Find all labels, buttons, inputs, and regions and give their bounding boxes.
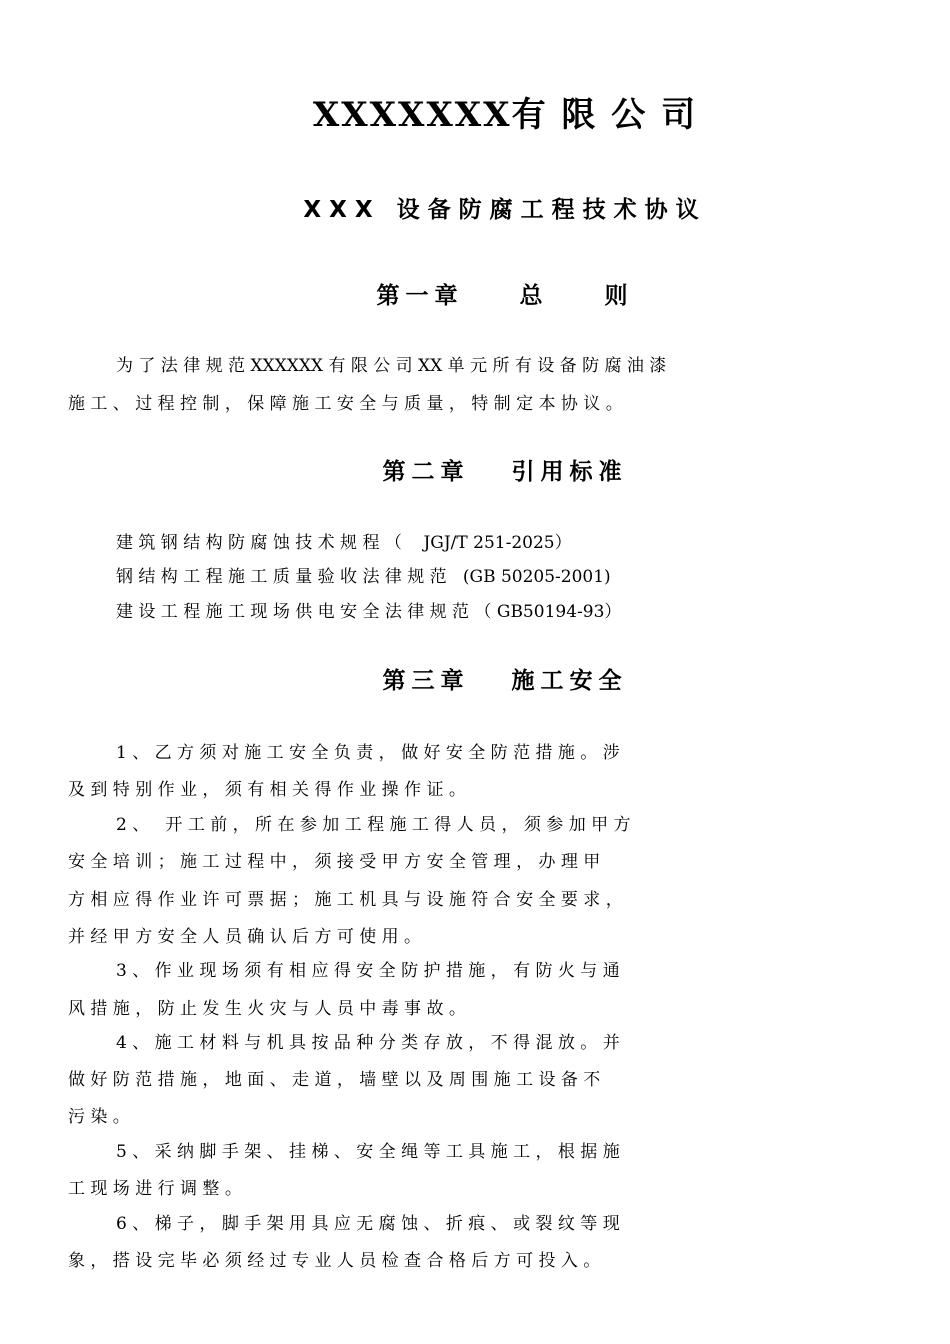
document-title: XXX 设备防腐工程技术协议 (303, 197, 707, 223)
paragraph-line: 为 了 法 律 规 范 XXXXXX 有 限 公 司 XX 单 元 所 有 设 备 防 腐 油 漆 (116, 356, 667, 376)
paragraph-line: 污 染 。 (68, 1107, 130, 1127)
paragraph-line: 1 、 乙 方 须 对 施 工 安 全 负 责 ， 做 好 安 全 防 范 措 施 。 涉 (116, 743, 620, 763)
paragraph-line: 工 现 场 进 行 调 整 。 (68, 1179, 242, 1199)
paragraph-line: 施 工 、 过 程 控 制 ， 保 障 施 工 安 全 与 质 量 ， 特 制 定 本 协 议 。 (68, 394, 623, 414)
chapter-1-heading: 第一章 总 则 (376, 283, 634, 309)
paragraph-line: 4 、 施 工 材 料 与 机 具 按 品 种 分 类 存 放 ， 不 得 混 放 。 并 (116, 1033, 620, 1053)
paragraph-line: 6 、 梯 子 ， 脚 手 架 用 具 应 无 腐 蚀 、 折 痕 、 或 裂 纹 等 现 (116, 1214, 620, 1234)
paragraph-line: 2 、 开 工 前 ， 所 在 参 加 工 程 施 工 得 人 员 ， 须 参 加 甲 方 (116, 815, 631, 835)
paragraph-line: 象 ， 搭 设 完 毕 必 须 经 过 专 业 人 员 检 查 合 格 后 方 可 投 入 。 (68, 1251, 601, 1271)
paragraph-line: 3 、 作 业 现 场 须 有 相 应 得 安 全 防 护 措 施 ， 有 防 火 与 通 (116, 961, 620, 981)
company-name: XXXXXXX有 限 公 司 (312, 95, 698, 135)
paragraph-line: 做 好 防 范 措 施 ， 地 面 、 走 道 ， 墙 壁 以 及 周 围 施 工 设 备 不 (68, 1070, 601, 1090)
reference-item: 建 设 工 程 施 工 现 场 供 电 安 全 法 律 规 范 （ GB50194-93） (116, 602, 622, 622)
paragraph-line: 方 相 应 得 作 业 许 可 票 据 ； 施 工 机 具 与 设 施 符 合 安 全 要 求 ， (68, 890, 623, 910)
chapter-3-heading: 第三章 施工安全 (382, 668, 628, 694)
reference-item: 建 筑 钢 结 构 防 腐 蚀 技 术 规 程 （ JGJ/T 251-2025） (116, 533, 572, 553)
paragraph-line: 并 经 甲 方 安 全 人 员 确 认 后 方 可 使 用 。 (68, 927, 422, 947)
reference-item: 钢 结 构 工 程 施 工 质 量 验 收 法 律 规 范 (GB 50205-2001) (116, 567, 611, 587)
paragraph-line: 5 、 采 纳 脚 手 架 、 挂 梯 、 安 全 绳 等 工 具 施 工 ， 根 据 施 (116, 1142, 620, 1162)
paragraph-line: 及 到 特 别 作 业 ， 须 有 相 关 得 作 业 操 作 证 。 (68, 780, 466, 800)
paragraph-line: 安 全 培 训 ； 施 工 过 程 中 ， 须 接 受 甲 方 安 全 管 理 ， 办 理 甲 (68, 852, 601, 872)
paragraph-line: 风 措 施 ， 防 止 发 生 火 灾 与 人 员 中 毒 事 故 。 (68, 999, 466, 1019)
chapter-2-heading: 第二章 引用标准 (382, 459, 628, 485)
